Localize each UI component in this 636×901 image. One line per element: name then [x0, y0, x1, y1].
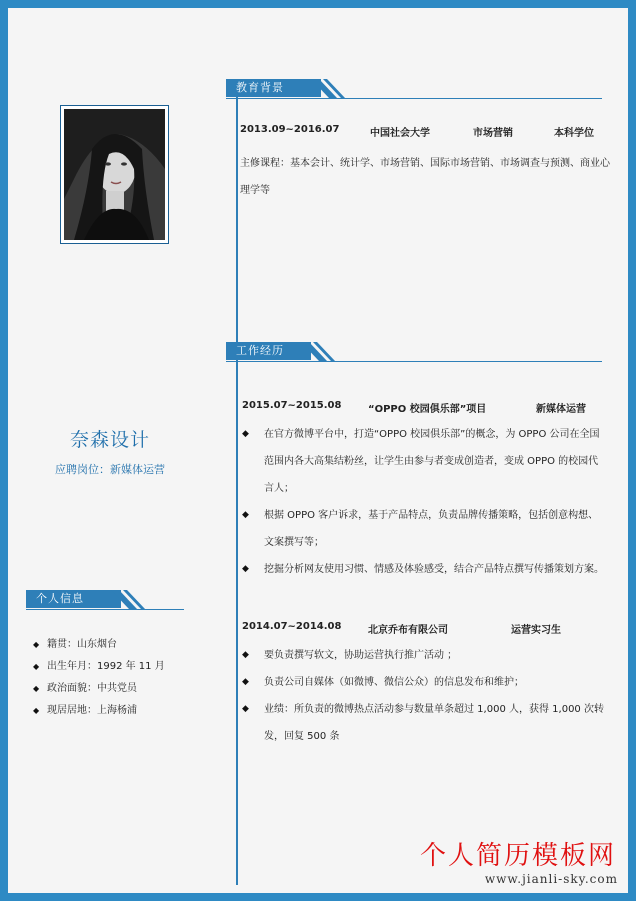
- timeline-divider: [236, 80, 238, 885]
- position-value: 新媒体运营: [110, 463, 165, 476]
- personal-section-title: 个人信息: [26, 590, 121, 608]
- applied-position: [0, 461, 220, 477]
- education-courses: 主修课程：基本会计、统计学、市场营销、国际市场营销、市场调查与预测、商业心理学等: [240, 158, 610, 196]
- header-arrow-icon: [301, 342, 341, 362]
- education-section-header: [226, 79, 606, 99]
- education-section-title: 教育背景: [226, 79, 321, 97]
- job-company: “OPPO 校园俱乐部”项目: [368, 404, 487, 415]
- job-company: 北京乔布有限公司: [368, 625, 448, 636]
- work-section-title: 工作经历: [226, 342, 311, 360]
- portrait-image: [64, 109, 165, 240]
- education-school: 中国社会大学: [370, 128, 430, 139]
- job-duties-list: [242, 421, 607, 583]
- header-arrow-icon: [311, 79, 351, 99]
- job-period: 2015.07~2015.08: [242, 400, 342, 411]
- personal-section-header: [26, 590, 186, 610]
- personal-info-list: [33, 634, 165, 722]
- job-duty: ◆ 负责公司自媒体（如微博、微信公众）的信息发布和维护；: [242, 669, 607, 696]
- personal-info-item: ◆ 出生年月：1992 年 11 月: [33, 656, 165, 678]
- job-duty: ◆ 挖掘分析网友使用习惯、情感及体验感受，结合产品特点撰写传播策划方案。: [242, 556, 607, 583]
- job-period: 2014.07~2014.08: [242, 621, 342, 632]
- candidate-name: 奈森设计: [69, 429, 150, 451]
- personal-info-item: ◆ 政治面貌：中共党员: [33, 678, 165, 700]
- job-role: 运营实习生: [511, 625, 561, 636]
- profile-photo: [60, 105, 169, 244]
- personal-info-item: ◆ 籍贯：山东烟台: [33, 634, 165, 656]
- job-duty: ◆ 要负责撰写软文，协助运营执行推广活动 ；: [242, 642, 607, 669]
- position-label: 应聘岗位：: [55, 463, 110, 476]
- job-role: 新媒体运营: [536, 404, 586, 415]
- personal-info-item: ◆ 现居居地：上海杨浦: [33, 700, 165, 722]
- watermark-url: www.jianli-sky.com: [484, 872, 618, 886]
- job-duty: ◆ 根据 OPPO 客户诉求，基于产品特点，负责品牌传播策略，包括创意构想、文案撰写等；: [242, 502, 607, 556]
- watermark-title: 个人简历模板网: [419, 841, 616, 871]
- education-degree: 本科学位: [554, 128, 594, 139]
- education-period: 2013.09~2016.07: [240, 124, 340, 135]
- job-duty: ◆ 业绩：所负责的微博热点活动参与数量单条超过 1,000 人，获得 1,000 次转发，回复 500 条: [242, 696, 607, 750]
- job-duties-list: [242, 642, 607, 750]
- job-duty: ◆ 在官方微博平台中，打造“OPPO 校园俱乐部”的概念，为 OPPO 公司在全国范围内各大高集结粉丝，让学生由参与者变成创造者，变成 OPPO 的校园代言人；: [242, 421, 607, 502]
- header-arrow-icon: [111, 590, 151, 610]
- education-major: 市场营销: [473, 128, 513, 139]
- work-section-header: [226, 342, 606, 362]
